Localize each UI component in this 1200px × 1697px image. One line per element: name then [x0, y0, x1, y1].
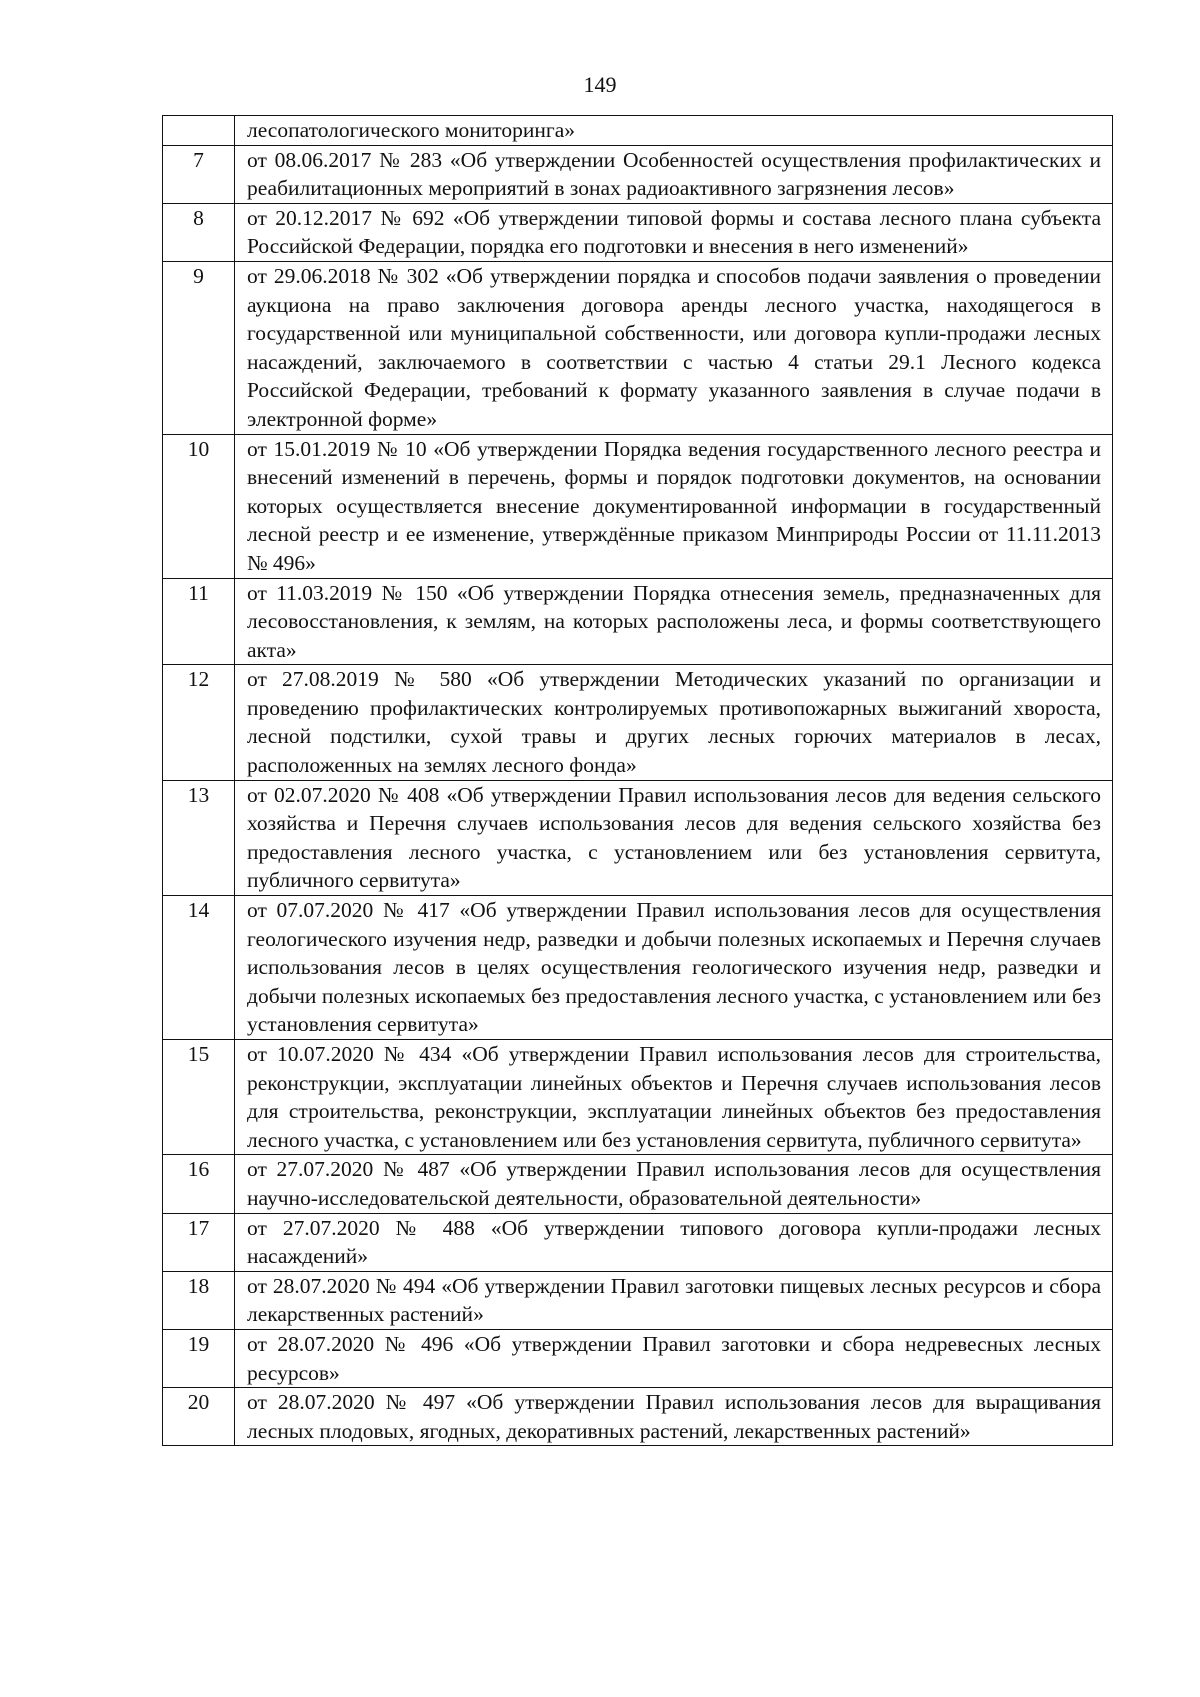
- row-text: от 28.07.2020 № 494 «Об утверждении Правил заготовки пищевых лесных ресурсов и сбора лекарственных растений»: [235, 1271, 1113, 1329]
- row-text: от 27.07.2020 № 487 «Об утверждении Правил использования лесов для осуществления научно-исследовательской деятельности, образовательной деятельности»: [235, 1155, 1113, 1213]
- table-row: [163, 665, 1113, 780]
- row-number: 19: [163, 1329, 235, 1387]
- table-row: [163, 780, 1113, 895]
- table-row: [163, 434, 1113, 578]
- row-text: от 08.06.2017 № 283 «Об утверждении Особенностей осуществления профилактических и реабилитационных мероприятий в зонах радиоактивного загрязнения лесов»: [235, 145, 1113, 203]
- row-number: 14: [163, 896, 235, 1040]
- row-number: 11: [163, 578, 235, 665]
- row-number: 8: [163, 203, 235, 261]
- row-number: 16: [163, 1155, 235, 1213]
- row-number: 7: [163, 145, 235, 203]
- row-text: от 20.12.2017 № 692 «Об утверждении типовой формы и состава лесного плана субъекта Российской Федерации, порядка его подготовки и внесения в него изменений»: [235, 203, 1113, 261]
- row-number: 12: [163, 665, 235, 780]
- row-text: от 28.07.2020 № 496 «Об утверждении Правил заготовки и сбора недревесных лесных ресурсов»: [235, 1329, 1113, 1387]
- row-number: [163, 116, 235, 146]
- row-text: от 27.08.2019 № 580 «Об утверждении Методических указаний по организации и проведению профилактических контролируемых противопожарных выжиганий хвороста, лесной подстилки, сухой травы и других лесных горючих материалов в лесах, расположенных на землях лесного фонда»: [235, 665, 1113, 780]
- document-table: [162, 115, 1113, 1446]
- table-row: [163, 116, 1113, 146]
- row-number: 17: [163, 1213, 235, 1271]
- row-text: от 27.07.2020 № 488 «Об утверждении типового договора купли-продажи лесных насаждений»: [235, 1213, 1113, 1271]
- table-row: [163, 1329, 1113, 1387]
- table-row: [163, 1155, 1113, 1213]
- table-row: [163, 1388, 1113, 1446]
- row-number: 18: [163, 1271, 235, 1329]
- row-text: от 07.07.2020 № 417 «Об утверждении Правил использования лесов для осуществления геологического изучения недр, разведки и добычи полезных ископаемых и Перечня случаев использования лесов в целях осуществления геологического изучения недр, разведки и добычи полезных ископаемых без предоставления лесного участка, с установлением или без установления сервитута»: [235, 896, 1113, 1040]
- row-text: лесопатологического мониторинга»: [235, 116, 1113, 146]
- row-text: от 29.06.2018 № 302 «Об утверждении порядка и способов подачи заявления о проведении аукциона на право заключения договора аренды лесного участка, находящегося в государственной или муниципальной собственности, или договора купли-продажи лесных насаждений, заключаемого в соответствии с частью 4 статьи 29.1 Лесного кодекса Российской Федерации, требований к формату указанного заявления в случае подачи в электронной форме»: [235, 261, 1113, 434]
- table-row: [163, 1271, 1113, 1329]
- document-table-body: [163, 116, 1113, 1446]
- row-number: 13: [163, 780, 235, 895]
- row-text: от 10.07.2020 № 434 «Об утверждении Правил использования лесов для строительства, реконструкции, эксплуатации линейных объектов и Перечня случаев использования лесов для строительства, реконструкции, эксплуатации линейных объектов без предоставления лесного участка, с установлением или без установления сервитута, публичного сервитута»: [235, 1040, 1113, 1155]
- table-row: [163, 261, 1113, 434]
- row-text: от 11.03.2019 № 150 «Об утверждении Порядка отнесения земель, предназначенных для лесовосстановления, к землям, на которых расположены леса, и формы соответствующего акта»: [235, 578, 1113, 665]
- table-row: [163, 203, 1113, 261]
- row-number: 9: [163, 261, 235, 434]
- table-row: [163, 145, 1113, 203]
- table-row: [163, 1213, 1113, 1271]
- row-number: 15: [163, 1040, 235, 1155]
- table-row: [163, 896, 1113, 1040]
- row-number: 20: [163, 1388, 235, 1446]
- table-row: [163, 578, 1113, 665]
- page-number: 149: [583, 72, 617, 97]
- row-number: 10: [163, 434, 235, 578]
- row-text: от 02.07.2020 № 408 «Об утверждении Правил использования лесов для ведения сельского хозяйства и Перечня случаев использования лесов для ведения сельского хозяйства без предоставления лесного участка, с установлением или без установления сервитута, публичного сервитута»: [235, 780, 1113, 895]
- table-row: [163, 1040, 1113, 1155]
- row-text: от 15.01.2019 № 10 «Об утверждении Порядка ведения государственного лесного реестра и внесений изменений в перечень, формы и порядок подготовки документов, на основании которых осуществляется внесение документированной информации в государственный лесной реестр и ее изменение, утверждённые приказом Минприроды России от 11.11.2013 № 496»: [235, 434, 1113, 578]
- row-text: от 28.07.2020 № 497 «Об утверждении Правил использования лесов для выращивания лесных плодовых, ягодных, декоративных растений, лекарственных растений»: [235, 1388, 1113, 1446]
